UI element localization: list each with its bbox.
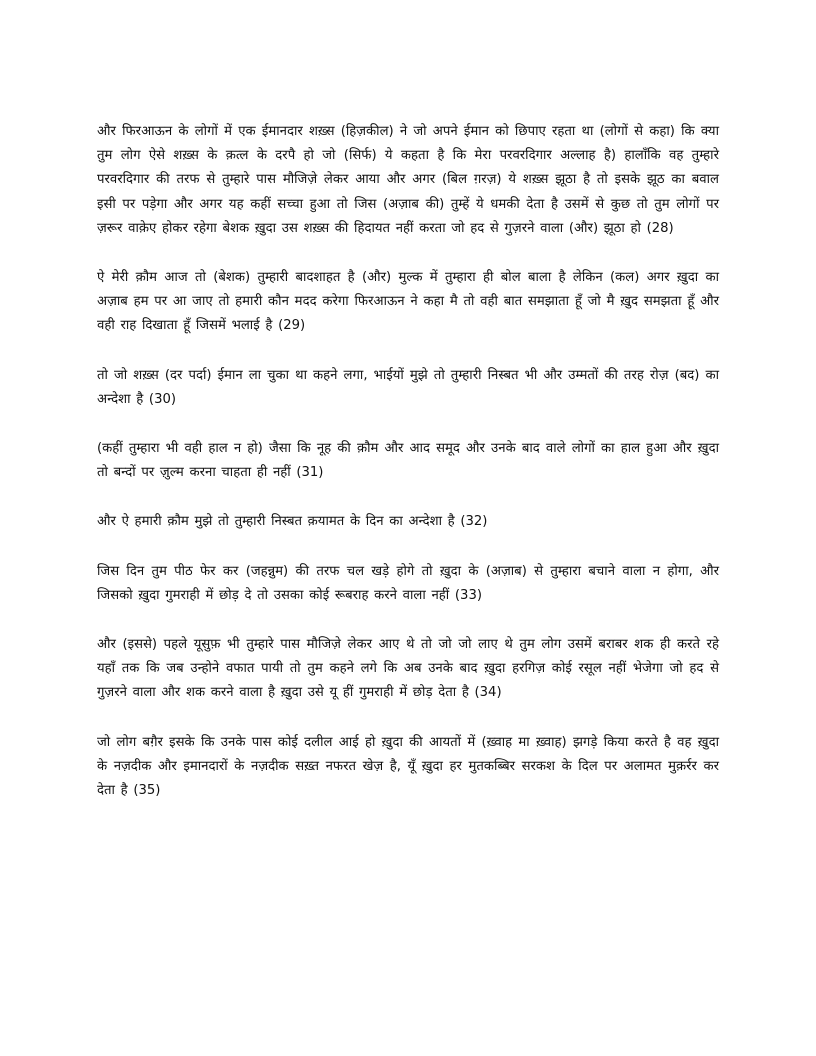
verse-paragraph-31: (कहीं तुम्हारा भी वही हाल न हो) जैसा कि नूह की क़ौम और आद समूद और उनके बाद वाले लोगों का हाल हुआ और ख़ुदा तो बन्दों पर ज़ुल्म करना चाहता ही नहीं (31) (97, 441, 719, 481)
verse-paragraph-34: और (इससे) पहले यूसुफ़ भी तुम्हारे पास मौजिज़े लेकर आए थे तो जो जो लाए थे तुम लोग उसमें बराबर शक ही करते रहे यहाँ तक कि जब उन्होने वफात पायी तो तुम कहने लगे कि अब उनके बाद ख़ुदा हरगिज़ कोई रसूल नहीं भेजेगा जो हद से गुज़रने वाला और शक करने वाला है ख़ुदा उसे यू हीं गुमराही में छोड़ देता है (34) (97, 637, 719, 701)
verse-paragraph-28: और फिरआऊन के लोगों में एक ईमानदार शख़्स (हिज़कील) ने जो अपने ईमान को छिपाए रहता था (लोगों से कहा) कि क्या तुम लोग ऐसे शख़्स के क़त्ल के दरपै हो जो (सिर्फ) ये कहता है कि मेरा परवरदिगार अल्लाह है) हालाँकि वह तुम्हारे परवरदिगार की तरफ से तुम्हारे पास मौजिज़े लेकर आया और अगर (बिल ग़रज़) ये शख़्स झूठा है तो इसके झूठ का बवाल इसी पर पड़ेगा और अगर यह कहीं सच्चा हुआ तो जिस (अज़ाब की) तुम्हें ये धमकी देता है उसमें से कुछ तो तुम लोगों पर ज़रूर वाक़ेए होकर रहेगा बेशक ख़ुदा उस शख़्स की हिदायत नहीं करता जो हद से गुज़रने वाला (और) झूठा हो (28) (97, 124, 719, 236)
verse-paragraph-30: तो जो शख़्स (दर पर्दा) ईमान ला चुका था कहने लगा, भाईयों मुझे तो तुम्हारी निस्बत भी और उम्मतों की तरह रोज़ (बद) का अन्देशा है (30) (97, 367, 719, 407)
document-body (97, 120, 719, 828)
verse-paragraph-33: जिस दिन तुम पीठ फेर कर (जहन्नुम) की तरफ चल खड़े होगे तो ख़ुदा के (अज़ाब) से तुम्हारा बचाने वाला न होगा, और जिसको ख़ुदा गुमराही में छोड़ दे तो उसका कोई रूबराह करने वाला नहीं (33) (97, 563, 719, 603)
verse-paragraph-35: जो लोग बग़ैर इसके कि उनके पास कोई दलील आई हो ख़ुदा की आयतों में (ख़्वाह मा ख़्वाह) झगड़े किया करते है वह ख़ुदा के नज़दीक और इमानदारों के नज़दीक सख़्त नफरत खेज़ है, यूँ ख़ुदा हर मुतकब्बिर सरकश के दिल पर अलामत मुक़र्रर कर देता है (35) (97, 734, 719, 799)
verse-paragraph-29: ऐ मेरी क़ौम आज तो (बेशक) तुम्हारी बादशाहत है (और) मुल्क में तुम्हारा ही बोल बाला है लेकिन (कल) अगर ख़ुदा का अज़ाब हम पर आ जाए तो हमारी कौन मदद करेगा फिरआऊन ने कहा मै तो वही बात समझाता हूँ जो मै ख़ुद समझता हूँ और वही राह दिखाता हूँ जिसमें भलाई है (29) (97, 270, 719, 334)
verse-paragraph-32: और ऐ हमारी क़ौम मुझे तो तुम्हारी निस्बत क़यामत के दिन का अन्देशा है (32) (97, 514, 488, 530)
